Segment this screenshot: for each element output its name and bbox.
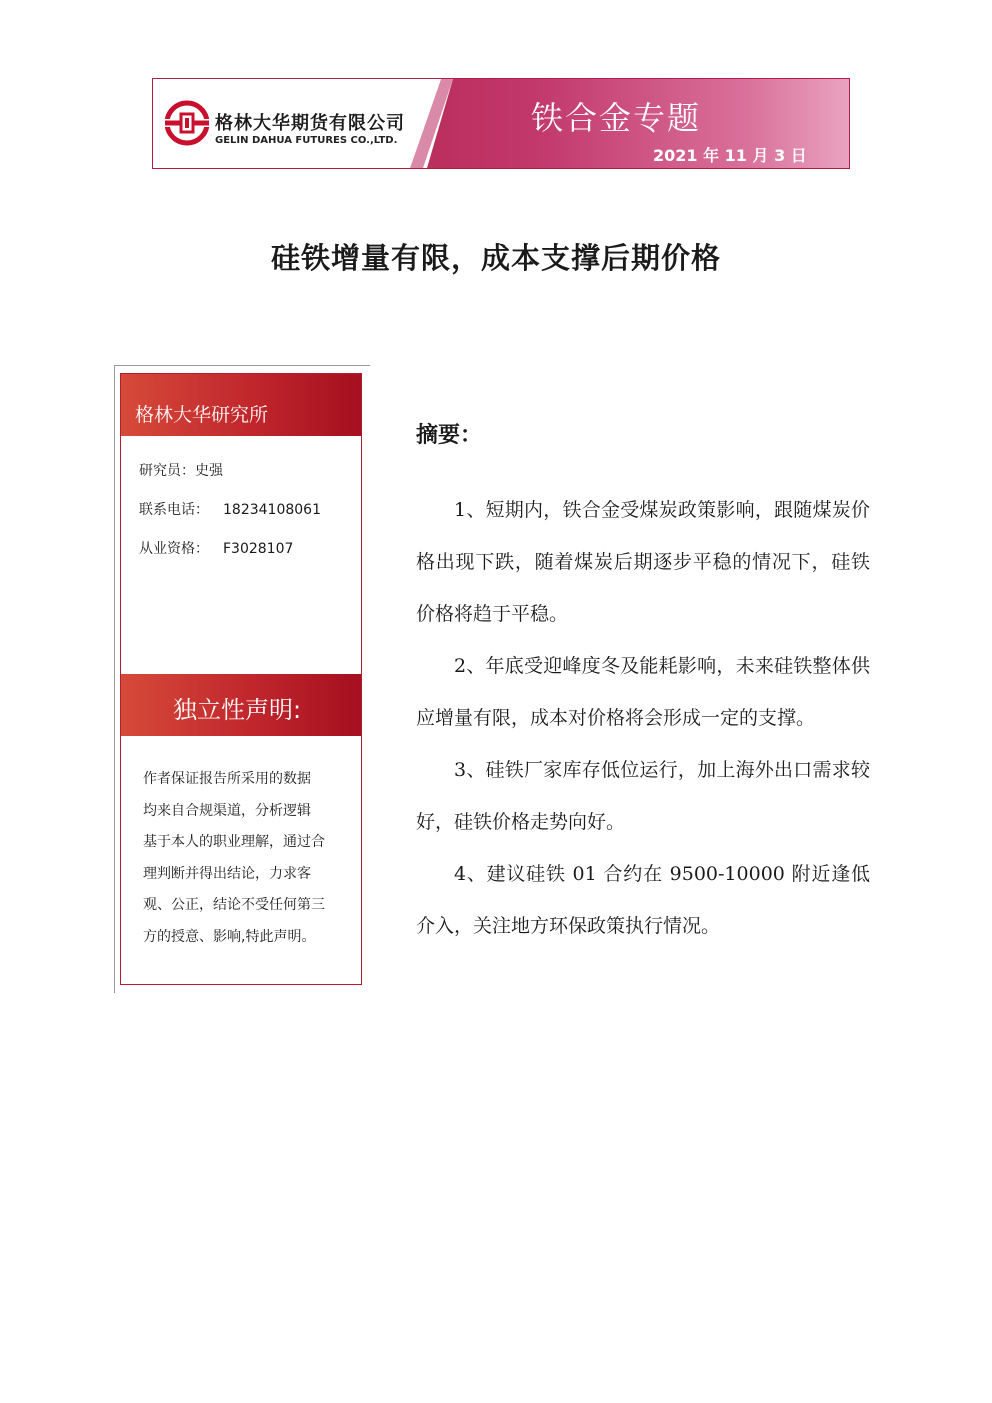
- summary-point: 4、建议硅铁 01 合约在 9500-10000 附近逢低介入，关注地方环保政策执行情况。: [416, 863, 870, 937]
- declaration-title: 独立性声明:: [173, 696, 302, 724]
- summary-point: 3、硅铁厂家库存低位运行，加上海外出口需求较好，硅铁价格走势向好。: [416, 759, 870, 833]
- company-name-cn: 格林大华期货有限公司: [215, 113, 405, 134]
- declaration-line: 观、公正，结论不受任何第三: [143, 897, 325, 913]
- summary-label: 摘要：: [416, 422, 483, 448]
- summary-point: 2、年底受迎峰度冬及能耗影响，未来硅铁整体供应增量有限，成本对价格将会形成一定的支撑。: [416, 655, 870, 729]
- analyst-line: [139, 460, 223, 480]
- report-date: 2021 年 11 月 3 日: [653, 146, 807, 165]
- phone-number: 18234108061: [223, 502, 321, 518]
- declaration-header: [121, 674, 361, 736]
- summary-body: [416, 484, 870, 952]
- institute-header: [121, 374, 361, 436]
- license-line: [139, 538, 293, 558]
- declaration-line: 理判断并得出结论，力求客: [143, 865, 311, 882]
- header-banner: [152, 78, 850, 169]
- report-type-title: 铁合金专题: [531, 99, 702, 137]
- report-title: 硅铁增量有限，成本支撑后期价格: [270, 241, 721, 275]
- declaration-line: 基于本人的职业理解，通过合: [143, 834, 325, 850]
- company-name-en: GELIN DAHUA FUTURES CO.,LTD.: [215, 135, 398, 146]
- declaration-line: 均来自合规渠道，分析逻辑: [143, 802, 311, 819]
- analyst-label: 研究员：: [139, 463, 195, 479]
- phone-label: 联系电话：: [139, 502, 209, 518]
- declaration-line: 方的授意、影响,特此声明。: [143, 928, 316, 945]
- summary-point: 1、短期内，铁合金受煤炭政策影响，跟随煤炭价格出现下跌，随着煤炭后期逐步平稳的情况下，硅铁价格将趋于平稳。: [416, 499, 870, 625]
- gelin-dahua-logo-icon: [163, 99, 211, 147]
- license-number: F3028107: [223, 541, 294, 557]
- phone-line: [139, 499, 321, 519]
- analyst-name: 史强: [195, 463, 223, 479]
- sidebar-box: [120, 373, 362, 985]
- declaration-line: 作者保证报告所采用的数据: [143, 771, 311, 787]
- institute-name: 格林大华研究所: [135, 404, 269, 426]
- declaration-text: [143, 764, 349, 953]
- license-label: 从业资格：: [139, 541, 209, 557]
